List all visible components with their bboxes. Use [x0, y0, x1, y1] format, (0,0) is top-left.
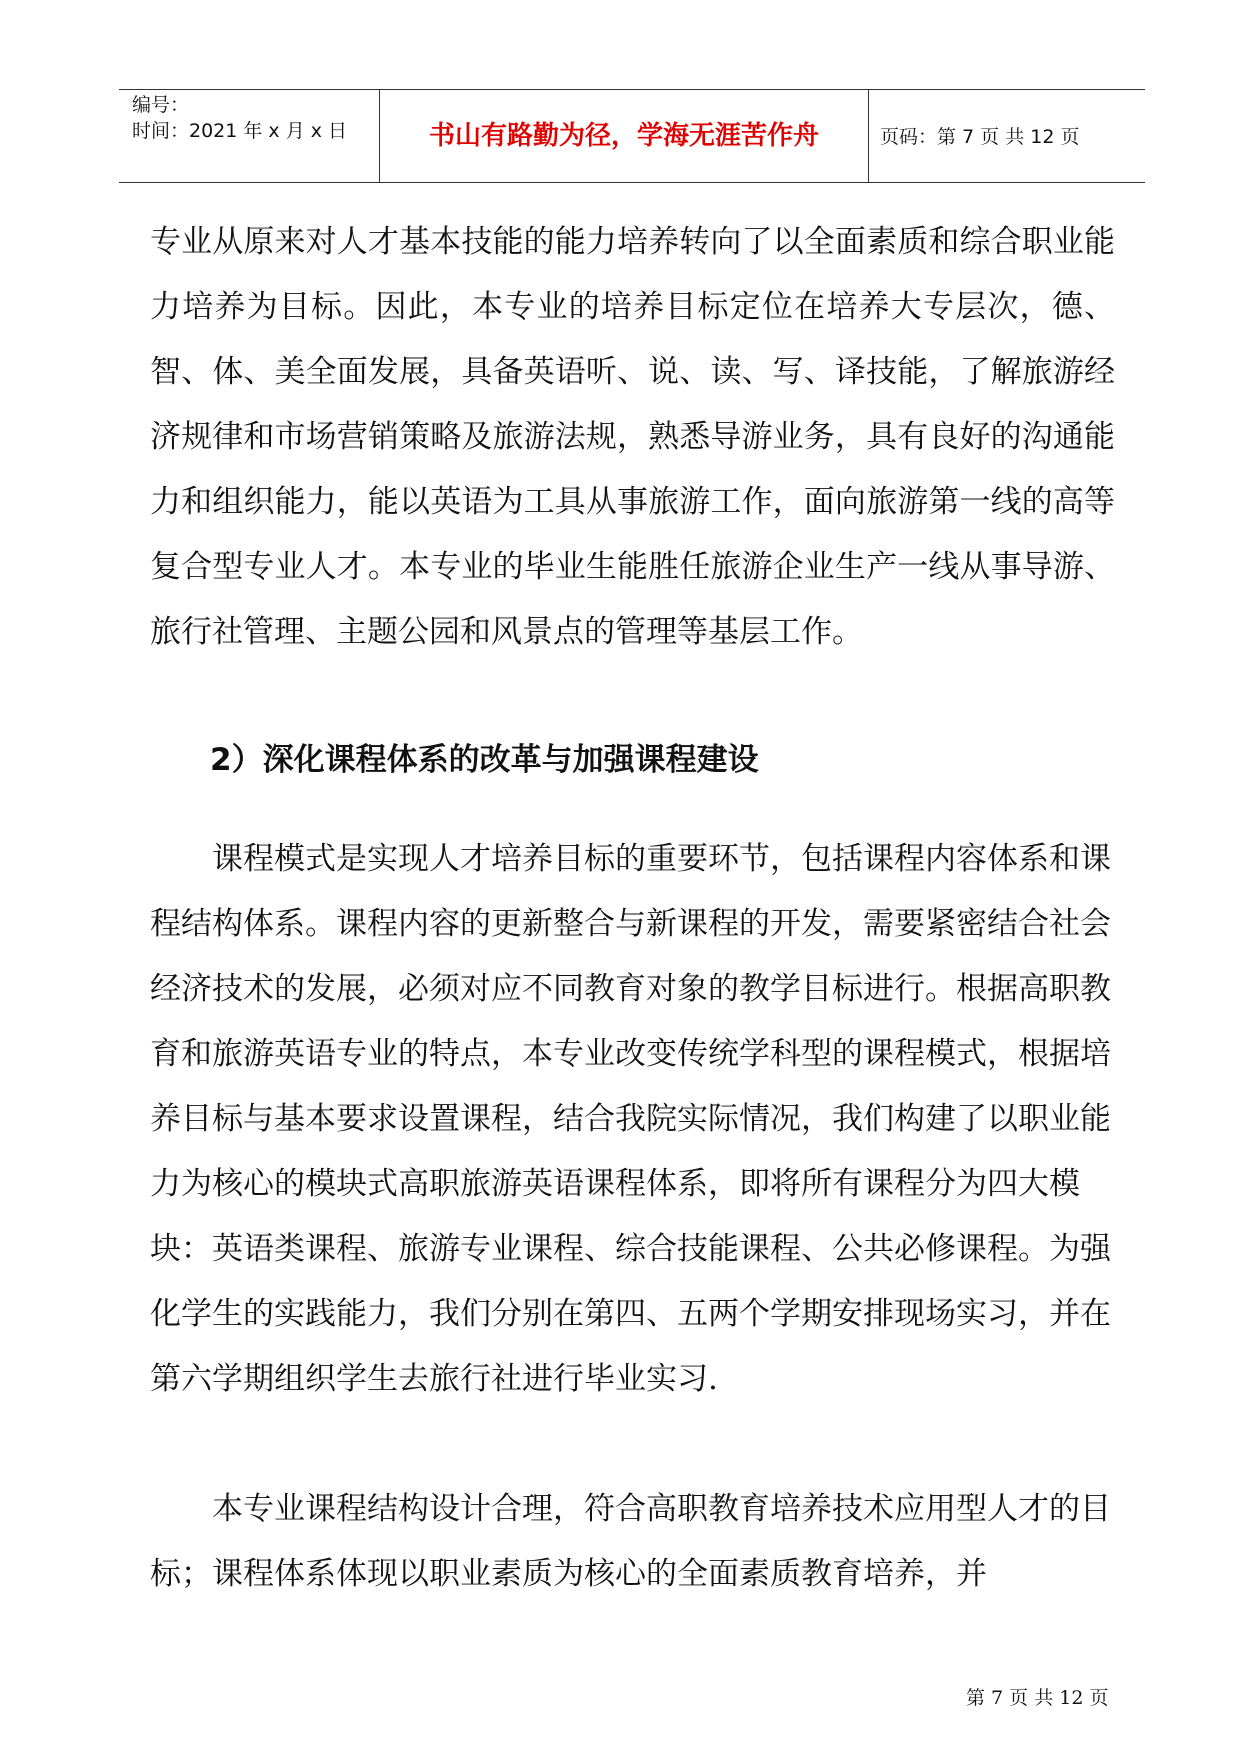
section-heading: 2）深化课程体系的改革与加强课程建设: [210, 742, 759, 778]
page-header: [119, 89, 1145, 183]
body-paragraph-2: 课程模式是实现人才培养目标的重要环节，包括课程内容体系和课程结构体系。课程内容的更新整合与新课程的开发，需要紧密结合社会经济技术的发展，必须对应不同教育对象的教学目标进行。根据高职教育和旅游英语专业的特点，本专业改变传统学科型的课程模式，根据培养目标与基本要求设置课程，结合我院实际情况，我们构建了以职业能力为核心的模块式高职旅游英语课程体系，即将所有课程分为四大模块：英语类课程、旅游专业课程、综合技能课程、公共必修课程。为强化学生的实践能力，我们分别在第四、五两个学期安排现场实习，并在第六学期组织学生去旅行社进行毕业实习.: [150, 841, 1111, 1397]
header-page-cell: [868, 90, 1145, 182]
header-motto: 书山有路勤为径，学海无涯苦作舟: [428, 121, 819, 151]
page-footer-number: 第 7 页 共 12 页: [966, 1687, 1109, 1709]
header-info-cell: [119, 90, 379, 182]
document-time-label: 时间：2021 年 x 月 x 日: [132, 120, 348, 142]
header-motto-cell: [379, 90, 869, 182]
body-paragraph-3: 本专业课程结构设计合理，符合高职教育培养技术应用型人才的目标；课程体系体现以职业素质为核心的全面素质教育培养，并: [150, 1491, 1111, 1592]
header-page-number: 页码：第 7 页 共 12 页: [880, 126, 1080, 148]
document-number-label: 编号：: [132, 94, 190, 116]
body-paragraph-1: 专业从原来对人才基本技能的能力培养转向了以全面素质和综合职业能力培养为目标。因此，本专业的培养目标定位在培养大专层次，德、智、体、美全面发展，具备英语听、说、读、写、译技能，了解旅游经济规律和市场营销策略及旅游法规，熟悉导游业务，具有良好的沟通能力和组织能力，能以英语为工具从事旅游工作，面向旅游第一线的高等复合型专业人才。本专业的毕业生能胜任旅游企业生产一线从事导游、旅行社管理、主题公园和风景点的管理等基层工作。: [150, 224, 1115, 650]
